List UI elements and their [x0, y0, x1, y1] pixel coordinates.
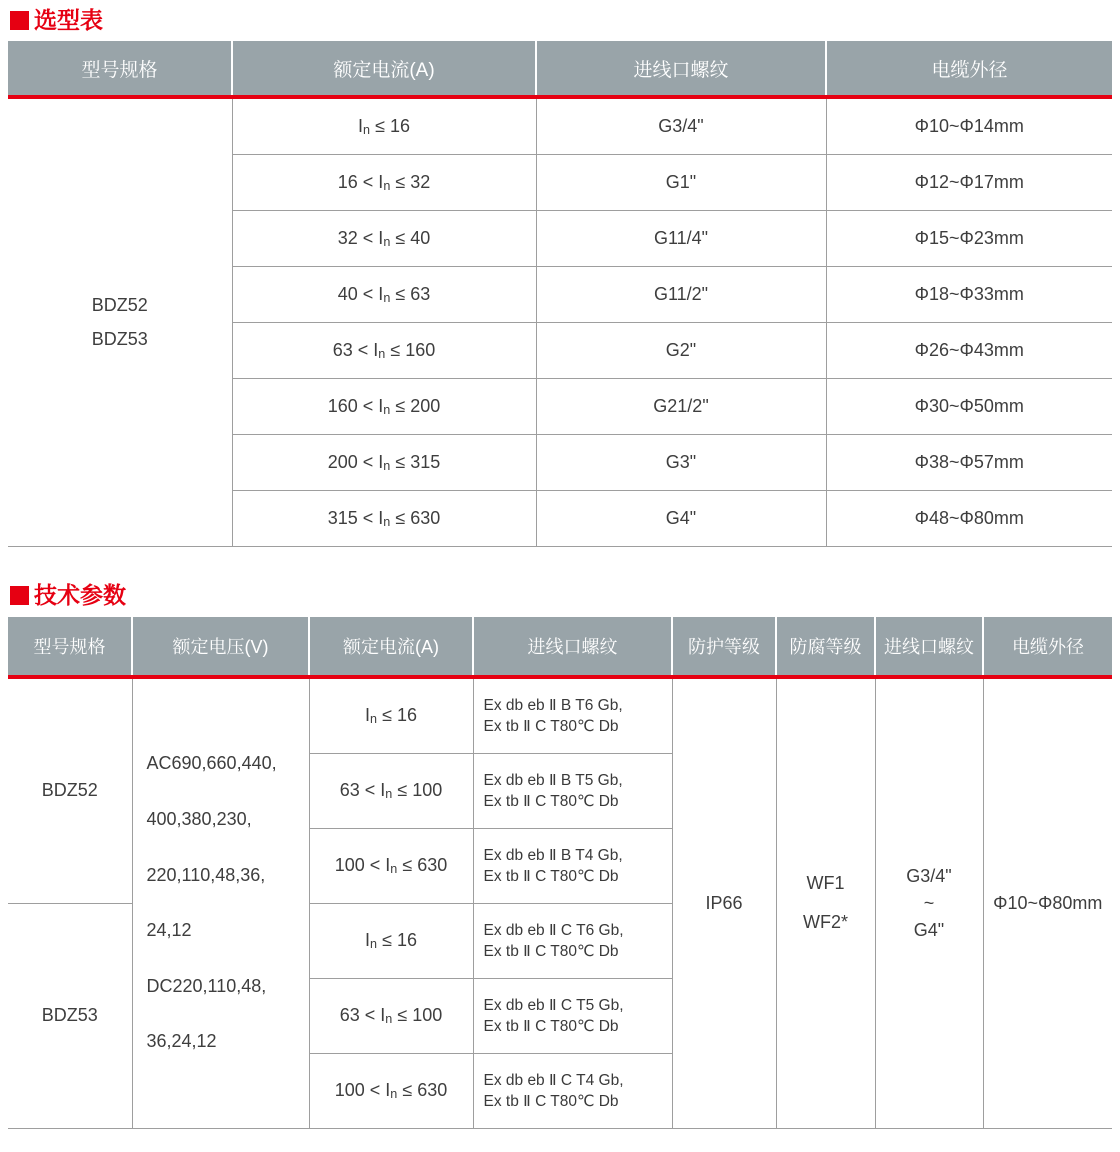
- ex-marking-line: Ex tb Ⅱ C T80℃ Db: [483, 792, 619, 810]
- cell-inlet-thread: G11/4": [536, 211, 826, 267]
- cell-rated-current: $40 < I_n \le 63$: [232, 267, 536, 323]
- cell-inlet-thread: G21/2": [536, 379, 826, 435]
- col-header-ex-marking: 进线口螺纹: [473, 617, 672, 677]
- cell-rated-current: $I_n \le 16$: [309, 903, 473, 978]
- cell-inlet-thread: G1": [536, 155, 826, 211]
- section-marker-icon: [10, 586, 29, 605]
- cell-ex-marking: [473, 1053, 672, 1128]
- cell-rated-current: $315 < I_n \le 630$: [232, 491, 536, 547]
- section-title-text: 选型表: [34, 7, 103, 33]
- ex-marking-line: Ex db eb Ⅱ B T6 Gb,: [483, 696, 623, 714]
- cell-inlet-thread: G3/4": [536, 97, 826, 155]
- col-header-ip-rating: 防护等级: [672, 617, 776, 677]
- ex-marking-line: Ex tb Ⅱ C T80℃ Db: [483, 942, 619, 960]
- section-marker-icon: [10, 11, 29, 30]
- cell-rated-current: $32 < I_n \le 40$: [232, 211, 536, 267]
- corrosion-line: WF2*: [803, 912, 848, 933]
- col-header-rated-current: 额定电流(A): [309, 617, 473, 677]
- col-header-inlet-thread: 进线口螺纹: [536, 41, 826, 97]
- cell-cable-od: Φ30~Φ50mm: [826, 379, 1112, 435]
- col-header-corrosion-rating: 防腐等级: [776, 617, 875, 677]
- ex-marking-line: Ex db eb Ⅱ B T4 Gb,: [483, 846, 623, 864]
- cell-cable-od: Φ26~Φ43mm: [826, 323, 1112, 379]
- cell-cable-od: Φ38~Φ57mm: [826, 435, 1112, 491]
- cell-corrosion-rating: [776, 677, 875, 1129]
- cell-cable-od: Φ10~Φ80mm: [983, 677, 1112, 1129]
- cell-rated-current: $100 < I_n \le 630$: [309, 1053, 473, 1128]
- cell-inlet-thread: G11/2": [536, 267, 826, 323]
- cell-rated-current: $100 < I_n \le 630$: [309, 828, 473, 903]
- model-label: BDZ53: [91, 329, 148, 350]
- selection-table: [8, 41, 1112, 547]
- cell-rated-current: $200 < I_n \le 315$: [232, 435, 536, 491]
- ex-marking-line: Ex db eb Ⅱ C T4 Gb,: [483, 1071, 624, 1089]
- cell-cable-od: Φ12~Φ17mm: [826, 155, 1112, 211]
- table-row: [8, 677, 1112, 754]
- cell-inlet-thread: G4": [536, 491, 826, 547]
- technical-params-table: [8, 617, 1112, 1129]
- col-header-inlet-thread: 进线口螺纹: [875, 617, 983, 677]
- thread-line: ~: [923, 892, 935, 913]
- selection-table-title: [10, 8, 1112, 33]
- ex-marking-line: Ex tb Ⅱ C T80℃ Db: [483, 1017, 619, 1035]
- cell-ex-marking: [473, 828, 672, 903]
- selection-table-header: [8, 41, 1112, 97]
- corrosion-line: WF1: [806, 873, 845, 894]
- cell-ex-marking: [473, 753, 672, 828]
- cell-ex-marking: [473, 978, 672, 1053]
- cell-inlet-thread-range: [875, 677, 983, 1129]
- voltage-line: 400,380,230,: [146, 808, 252, 829]
- technical-params-title: [10, 583, 1112, 608]
- ex-marking-line: Ex tb Ⅱ C T80℃ Db: [483, 717, 619, 735]
- ex-marking-line: Ex db eb Ⅱ C T6 Gb,: [483, 921, 624, 939]
- technical-params-header: [8, 617, 1112, 677]
- ex-marking-line: Ex tb Ⅱ C T80℃ Db: [483, 1092, 619, 1110]
- cell-rated-voltage: [132, 677, 309, 1129]
- table-row: [8, 97, 1112, 155]
- col-header-cable-od: 电缆外径: [826, 41, 1112, 97]
- thread-line: G3/4": [906, 865, 952, 886]
- section-title-text: 技术参数: [34, 582, 126, 609]
- technical-params-container: [8, 617, 1112, 1129]
- thread-line: G4": [913, 919, 945, 940]
- cell-ip-rating: IP66: [672, 677, 776, 1129]
- voltage-line: 220,110,48,36,: [146, 864, 266, 885]
- ex-marking-line: Ex db eb Ⅱ B T5 Gb,: [483, 771, 623, 789]
- cell-rated-current: $63 < I_n \le 160$: [232, 323, 536, 379]
- col-header-rated-current: 额定电流(A): [232, 41, 536, 97]
- cell-rated-current: $16 < I_n \le 32$: [232, 155, 536, 211]
- voltage-line: 36,24,12: [146, 1031, 217, 1052]
- cell-inlet-thread: G3": [536, 435, 826, 491]
- cell-rated-current: $63 < I_n \le 100$: [309, 753, 473, 828]
- voltage-line: 24,12: [146, 920, 192, 941]
- cell-ex-marking: [473, 677, 672, 754]
- voltage-line: DC220,110,48,: [146, 975, 267, 996]
- cell-cable-od: Φ48~Φ80mm: [826, 491, 1112, 547]
- col-header-model: 型号规格: [8, 617, 132, 677]
- selection-table-container: [8, 41, 1112, 547]
- col-header-model: 型号规格: [8, 41, 232, 97]
- cell-cable-od: Φ10~Φ14mm: [826, 97, 1112, 155]
- voltage-line: AC690,660,440,: [146, 753, 277, 774]
- model-label: BDZ52: [91, 295, 148, 316]
- cell-model-group: [8, 97, 232, 547]
- ex-marking-line: Ex db eb Ⅱ C T5 Gb,: [483, 996, 624, 1014]
- col-header-cable-od: 电缆外径: [983, 617, 1112, 677]
- cell-cable-od: Φ15~Φ23mm: [826, 211, 1112, 267]
- col-header-rated-voltage: 额定电压(V): [132, 617, 309, 677]
- cell-rated-current: $I_n \le 16$: [232, 97, 536, 155]
- cell-model: BDZ53: [8, 903, 132, 1128]
- cell-model: BDZ52: [8, 677, 132, 904]
- cell-rated-current: $160 < I_n \le 200$: [232, 379, 536, 435]
- cell-cable-od: Φ18~Φ33mm: [826, 267, 1112, 323]
- cell-rated-current: $I_n \le 16$: [309, 677, 473, 754]
- cell-inlet-thread: G2": [536, 323, 826, 379]
- cell-rated-current: $63 < I_n \le 100$: [309, 978, 473, 1053]
- cell-ex-marking: [473, 903, 672, 978]
- ex-marking-line: Ex tb Ⅱ C T80℃ Db: [483, 867, 619, 885]
